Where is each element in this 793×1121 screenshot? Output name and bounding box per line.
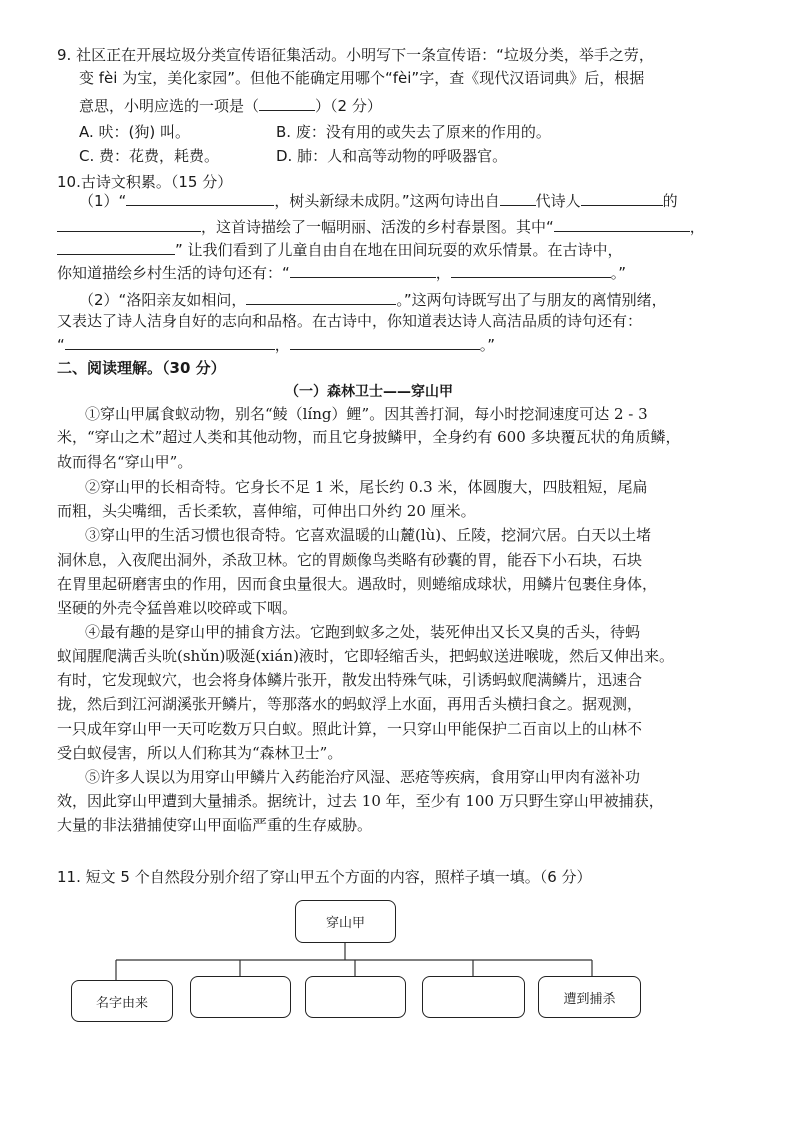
passage-line: 而粗，头尖嘴细，舌长柔软，喜伸缩，可伸出口外约 20 厘米。 bbox=[57, 502, 476, 520]
q10-p2-text: 。”这两句诗既写出了与朋友的离情别绪， bbox=[396, 291, 667, 309]
q9-line-1: 9. 社区正在开展垃圾分类宣传语征集活动。小明写下一条宣传语：“垃圾分类，举手之劳， bbox=[57, 46, 654, 64]
passage-line: 大量的非法猎捕使穿山甲面临严重的生存威胁。 bbox=[57, 816, 373, 834]
passage-line: ③穿山甲的生活习惯也很奇特。它喜欢温暖的山麓(lù)、丘陵，挖洞穴居。白天以土堵 bbox=[85, 526, 652, 544]
passage-line: 洞休息，入夜爬出洞外，杀敌卫林。它的胃颇像鸟类略有砂囊的胃，能吞下小石块，石块 bbox=[57, 551, 643, 569]
q10-p1-text: ，树头新绿未成阴。”这两句诗出自 bbox=[274, 192, 500, 210]
passage-line: 效，因此穿山甲遭到大量捕杀。据统计，过去 10 年，至少有 100 万只野生穿山甲被捕获， bbox=[57, 792, 664, 810]
q10-p1-text: （1）“ bbox=[79, 192, 127, 210]
q10-p1-text: ， bbox=[435, 264, 451, 282]
q10-p2-text: （2）“洛阳亲友如相问， bbox=[79, 291, 247, 309]
passage-line: 米，“穿山之术”超过人类和其他动物，而且它身披鳞甲，全身约有 600 多块覆瓦状的角质鳞， bbox=[57, 428, 681, 446]
q10-p1-text: ， bbox=[689, 218, 705, 236]
q11-text: 11. 短文 5 个自然段分别介绍了穿山甲五个方面的内容，照样子填一填。（6 分） bbox=[57, 868, 592, 886]
q10-p1-text: ，这首诗描绘了一幅明丽、活泼的乡村春景图。其中“ bbox=[201, 218, 554, 236]
q10-p1-text: 的 bbox=[662, 192, 678, 210]
passage-line: ⑤许多人误以为用穿山甲鳞片入药能治疗风湿、恶疮等疾病，食用穿山甲肉有滋补功 bbox=[85, 768, 641, 786]
q10-p1-text: 。” bbox=[610, 264, 627, 282]
diagram-child-box-4-blank[interactable] bbox=[422, 976, 525, 1018]
passage-line: ④最有趣的是穿山甲的捕食方法。它跑到蚁多之处，装死伸出又长又臭的舌头，待蚂 bbox=[85, 623, 641, 641]
q9-option-a: A. 吠：(狗) 叫。 bbox=[79, 123, 191, 141]
diagram-child-box-3-blank[interactable] bbox=[305, 976, 406, 1018]
passage-line: 有时，它发现蚁穴，也会将身体鳞片张开，散发出特殊气味，引诱蚂蚁爬满鳞片，迅速合 bbox=[57, 671, 643, 689]
passage-line: ②穿山甲的长相奇特。它身长不足 1 米，尾长约 0.3 米，体圆腹大，四肢粗短，尾扁 bbox=[85, 478, 648, 496]
diagram-child-box-5: 遭到捕杀 bbox=[538, 976, 641, 1018]
passage-line: 受白蚁侵害，所以人们称其为“森林卫士”。 bbox=[57, 744, 343, 762]
passage-line: 故而得名“穿山甲”。 bbox=[57, 453, 193, 471]
passage-line: 一只成年穿山甲一天可吃数万只白蚁。照此计算，一只穿山甲能保护二百亩以上的山林不 bbox=[57, 720, 643, 738]
passage-line: 在胃里起研磨害虫的作用，因而食虫量很大。遇敌时，则蜷缩成球状，用鳞片包裹住身体， bbox=[57, 575, 658, 593]
q9-stem: 意思，小明应选的一项是（ bbox=[79, 97, 260, 115]
q10-p1-text: 代诗人 bbox=[535, 192, 581, 210]
q10-p2-line-2: 又表达了诗人洁身自好的志向和品格。在古诗中，你知道表达诗人高洁品质的诗句还有： bbox=[57, 312, 643, 330]
diagram-child-box-2-blank[interactable] bbox=[190, 976, 291, 1018]
passage-title: （一）森林卫士——穿山甲 bbox=[285, 384, 453, 400]
passage-line: 坚硬的外壳令猛兽难以咬碎或下咽。 bbox=[57, 599, 298, 617]
q10-p2-text: ， bbox=[274, 336, 290, 354]
q9-line-2: 变 fèi 为宝，美化家园”。但他不能确定用哪个“fèi”字，查《现代汉语词典》后，根据 bbox=[79, 69, 645, 87]
q9-option-b: B. 废：没有用的或失去了原来的作用的。 bbox=[276, 123, 551, 141]
q9-option-c: C. 费：花费，耗费。 bbox=[79, 147, 220, 165]
passage-line: 拢，然后到江河湖溪张开鳞片，等那落水的蚂蚁浮上水面，再用舌头横扫食之。据观测， bbox=[57, 695, 643, 713]
diagram-child-box-1: 名字由来 bbox=[71, 980, 173, 1022]
q10-p2-text: “ bbox=[57, 336, 65, 354]
q10-p2-text: 。” bbox=[479, 336, 496, 354]
diagram-root-box: 穿山甲 bbox=[295, 900, 396, 943]
passage-line: 蚁闻腥爬满舌头吮(shǔn)吸涎(xián)液时，它即轻缩舌头，把蚂蚁送进喉咙，然后又伸出来。 bbox=[57, 647, 674, 665]
q10-p1-text: 你知道描绘乡村生活的诗句还有：“ bbox=[57, 264, 290, 282]
passage-line: ①穿山甲属食蚁动物，别名“鲮（líng）鲤”。因其善打洞，每小时挖洞速度可达 2 - 3 bbox=[85, 405, 648, 423]
q10-p1-text: ” 让我们看到了儿童自由自在地在田间玩耍的欢乐情景。在古诗中， bbox=[175, 241, 623, 259]
q10-title: 10.古诗文积累。（15 分） bbox=[57, 173, 233, 191]
section-2-title: 二、阅读理解。（30 分） bbox=[57, 359, 226, 377]
q9-option-d: D. 肺：人和高等动物的呼吸器官。 bbox=[276, 147, 508, 165]
q9-score: ）（2 分） bbox=[315, 97, 382, 115]
